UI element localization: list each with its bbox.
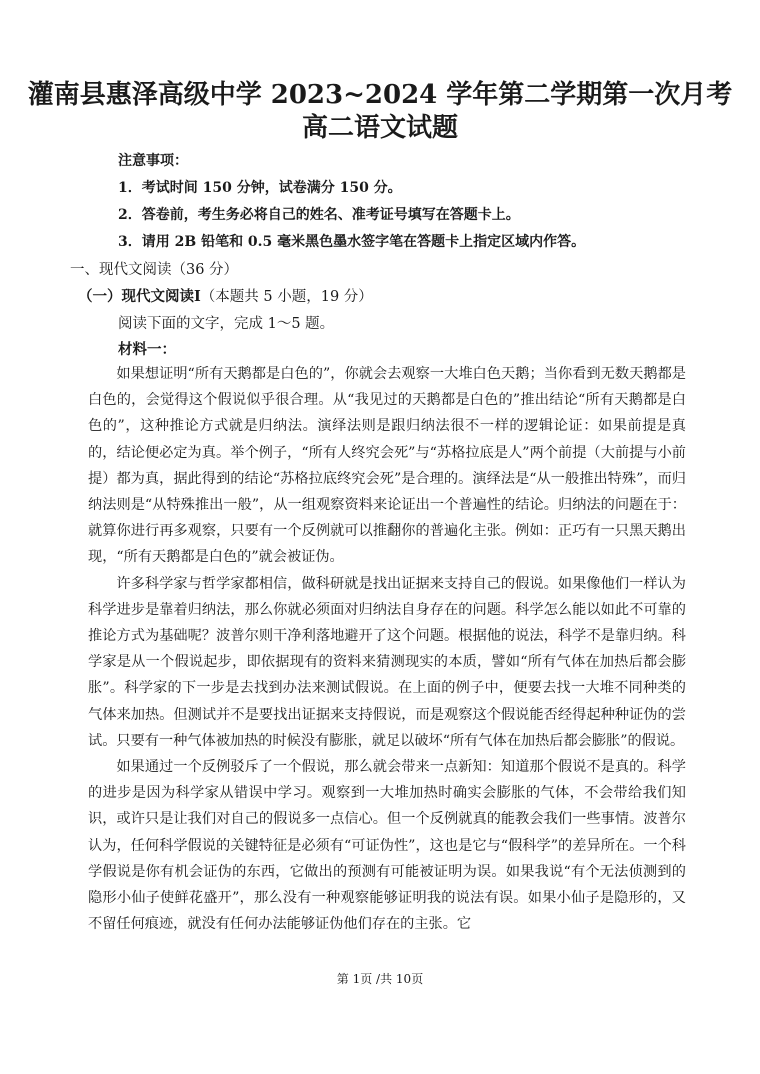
notes-item: 3．请用 2B 铅笔和 0.5 毫米黑色墨水签字笔在答题卡上指定区域内作答。 (118, 234, 586, 250)
subsection-detail: （本题共 5 小题，19 分） (200, 289, 373, 305)
subsection-heading (78, 285, 373, 306)
exam-subtitle: 高二语文试题 (301, 113, 458, 143)
notes-block (118, 148, 718, 256)
page-number: 第 1页 /共 10页 (336, 972, 424, 986)
paragraph: 如果通过一个反例驳斥了一个假说，那么就会带来一点新知：知道那个假说不是真的。科学的进步是因为科学家从错误中学习。观察到一大堆加热时确实会膨胀的气体，不会带给我们知识，或许只是让我们对自己的假说多一点信心。但一个反例就真的能教会我们一些事情。波普尔认为，任何科学假说的关键特征是必须有“可证伪性”，这也是它与“假科学”的差异所在。一个科学假说是你有机会证伪的东西，它做出的预测有可能被证明为误。如果我说“有个无法侦测到的隐形小仙子使鲜花盛开”，那么没有一种观察能够证明我的说法有误。如果小仙子是隐形的，又不留任何痕迹，就没有任何办法能够证伪他们存在的主张。它 (88, 759, 686, 933)
paragraph: 许多科学家与哲学家都相信，做科研就是找出证据来支持自己的假说。如果像他们一样认为科学进步是靠着归纳法，那么你就必须面对归纳法自身存在的问题。科学怎么能以如此不可靠的推论方式为基础呢？波普尔则干净利落地避开了这个问题。根据他的说法，科学不是靠归纳。科学家是从一个假说起步，即依据现有的资料来猜测现实的本质，譬如“所有气体在加热后都会膨胀”。科学家的下一步是去找到办法来测试假说。在上面的例子中，便要去找一大堆不同种类的气体来加热。但测试并不是要找出证据来支持假说，而是观察这个假说能否经得起种种证伪的尝试。只要有一种气体被加热的时候没有膨胀，就足以破坏“所有气体在加热后都会膨胀”的假说。 (88, 575, 686, 749)
notes-item: 2．答卷前，考生务必将自己的姓名、准考证号填写在答题卡上。 (118, 207, 520, 223)
exam-title: 灌南县惠泽高级中学 2023~2024 学年第二学期第一次月考 (27, 80, 733, 110)
material-label: 材料一： (118, 341, 176, 358)
reading-instruction: 阅读下面的文字，完成 1～5 题。 (118, 316, 335, 332)
section-heading: 一、现代文阅读（36 分） (70, 262, 239, 278)
notes-item: 1．考试时间 150 分钟，试卷满分 150 分。 (118, 180, 402, 196)
subsection-label: （一）现代文阅读Ⅰ (78, 288, 201, 305)
notes-heading: 注意事项： (118, 153, 188, 169)
article-body (88, 361, 686, 937)
paragraph: 如果想证明“所有天鹅都是白色的”，你就会去观察一大堆白色天鹅；当你看到无数天鹅都是白色的，会觉得这个假说似乎很合理。从“我见过的天鹅都是白色的”推出结论“所有天鹅都是白色的”，这种推论方式就是归纳法。演绎法则是跟归纳法很不一样的逻辑论证：如果前提是真的，结论便必定为真。举个例子，“所有人终究会死”与“苏格拉底是人”两个前提（大前提与小前提）都为真，据此得到的结论“苏格拉底终究会死”是合理的。演绎法是“从一般推出特殊”，而归纳法则是“从特殊推出一般”，从一组观察资料来论证出一个普遍性的结论。归纳法的问题在于：就算你进行再多观察，只要有一个反例就可以推翻你的普遍化主张。例如：正巧有一只黑天鹅出现，“所有天鹅都是白色的”就会被证伪。 (88, 366, 686, 566)
